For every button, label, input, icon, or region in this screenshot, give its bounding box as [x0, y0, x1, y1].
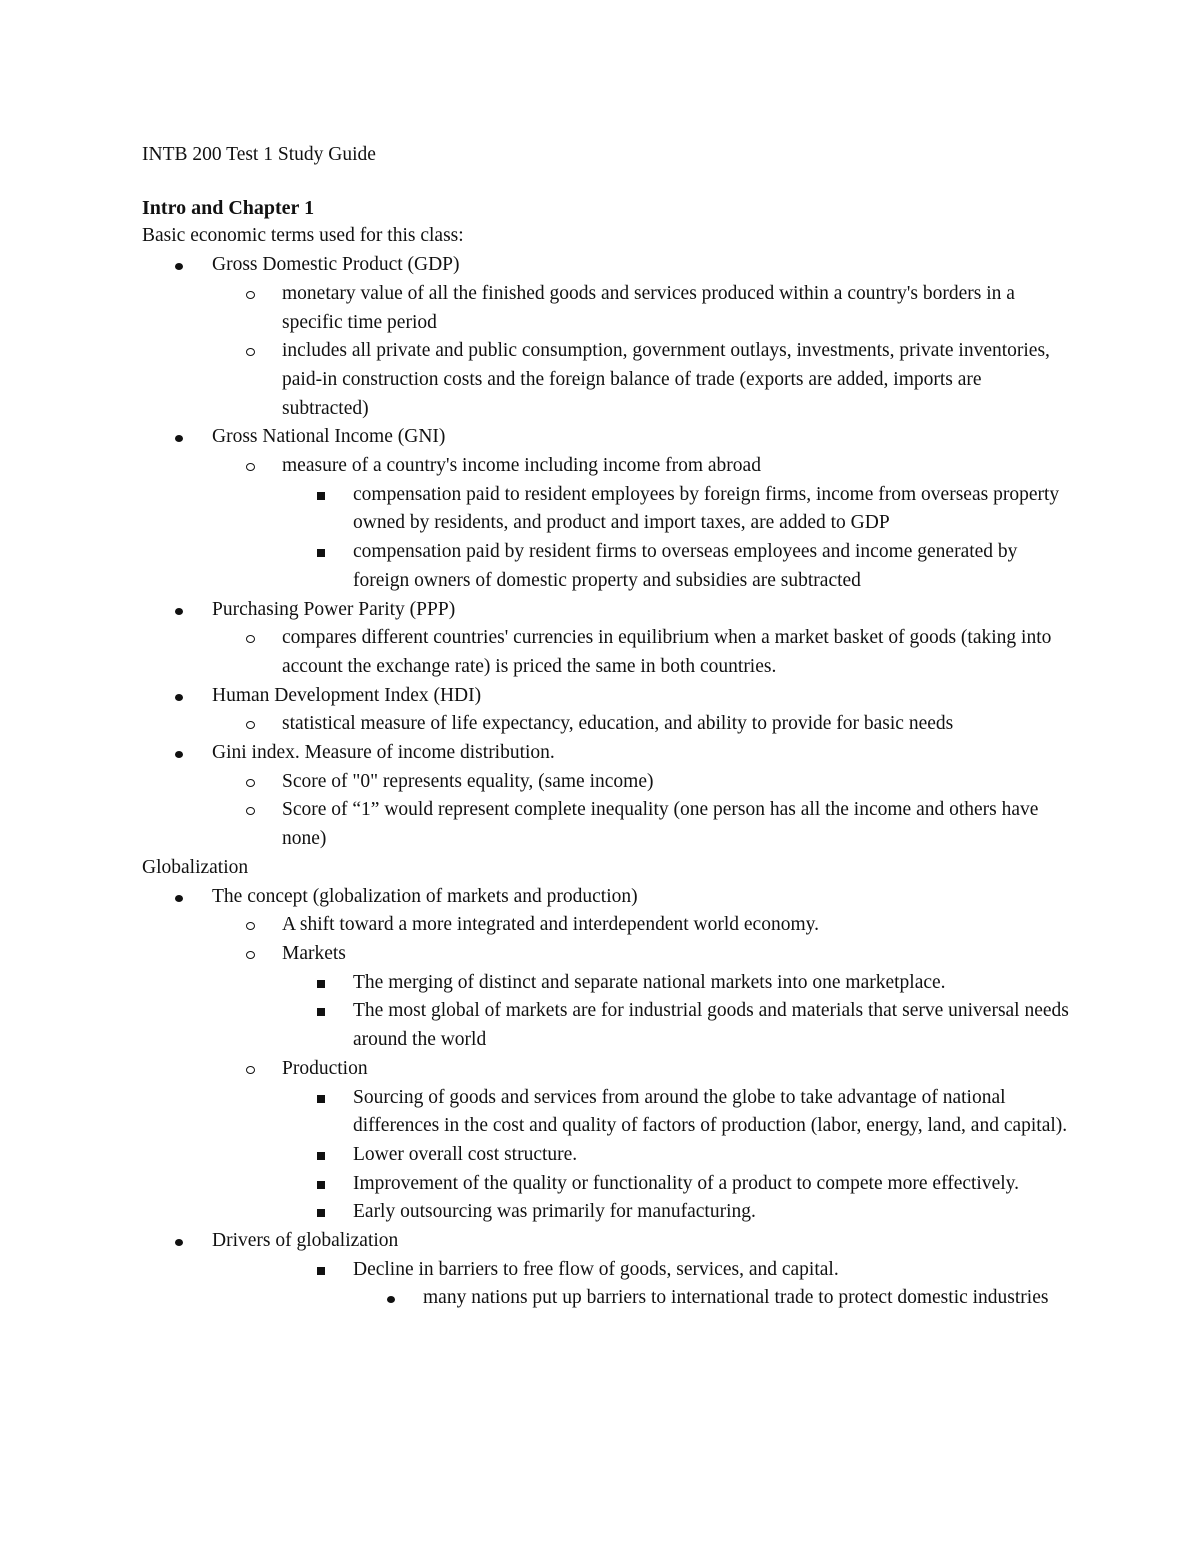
- document-title: INTB 200 Test 1 Study Guide: [142, 144, 376, 165]
- hollow-bullet-icon: [246, 1055, 255, 1084]
- hollow-bullet-icon: [246, 280, 255, 309]
- filled-bullet-icon: [175, 596, 183, 625]
- list-item: Sourcing of goods and services from around the globe to take advantage of national differences in the cost and quality of factors of production (labor, energy, land, and capital).: [142, 1084, 1072, 1141]
- list-item-gni: Gross National Income (GNI): [142, 423, 1072, 452]
- hollow-bullet-icon: [246, 710, 255, 739]
- filled-bullet-icon: [175, 739, 183, 768]
- square-bullet-icon: [317, 1170, 325, 1199]
- filled-bullet-icon: [175, 682, 183, 711]
- square-bullet-icon: [317, 1084, 325, 1113]
- list-item-concept: The concept (globalization of markets and production): [142, 883, 1072, 912]
- list-item-gdp: Gross Domestic Product (GDP): [142, 251, 1072, 280]
- hollow-bullet-icon: [246, 337, 255, 366]
- list-item: The merging of distinct and separate national markets into one marketplace.: [142, 969, 1072, 998]
- list-item: monetary value of all the finished goods and services produced within a country's borders in a specific time period: [142, 280, 1072, 337]
- globalization-heading: Globalization: [142, 856, 249, 878]
- list-item-drivers: Drivers of globalization: [142, 1227, 1072, 1256]
- list-item: statistical measure of life expectancy, education, and ability to provide for basic needs: [142, 710, 1072, 739]
- list-item: compares different countries' currencies in equilibrium when a market basket of goods (taking into account the exchange rate) is priced the same in both countries.: [142, 624, 1072, 681]
- list-item: compensation paid by resident firms to overseas employees and income generated by foreign owners of domestic property and subsidies are subtracted: [142, 538, 1072, 595]
- section-heading: Intro and Chapter 1: [142, 196, 315, 219]
- square-bullet-icon: [317, 1141, 325, 1170]
- filled-bullet-icon: [175, 883, 183, 912]
- document-page: [142, 141, 1072, 1313]
- list-item: A shift toward a more integrated and interdependent world economy.: [142, 911, 1072, 940]
- hollow-bullet-icon: [246, 796, 255, 825]
- list-item: Decline in barriers to free flow of goods, services, and capital.: [142, 1256, 1072, 1285]
- square-bullet-icon: [317, 1198, 325, 1227]
- intro-text: Basic economic terms used for this class:: [142, 225, 464, 247]
- square-bullet-icon: [317, 538, 325, 567]
- filled-bullet-icon: [175, 423, 183, 452]
- list-item: includes all private and public consumption, government outlays, investments, private inventories, paid-in construction costs and the foreign balance of trade (exports are added, imports are subtracted): [142, 337, 1072, 423]
- list-item: Lower overall cost structure.: [142, 1141, 1072, 1170]
- list-item: Early outsourcing was primarily for manufacturing.: [142, 1198, 1072, 1227]
- filled-bullet-icon: [175, 251, 183, 280]
- list-item-gini: Gini index. Measure of income distribution.: [142, 739, 1072, 768]
- list-item: Production: [142, 1055, 1072, 1084]
- square-bullet-icon: [317, 1256, 325, 1285]
- square-bullet-icon: [317, 481, 325, 510]
- hollow-bullet-icon: [246, 624, 255, 653]
- square-bullet-icon: [317, 969, 325, 998]
- list-item-ppp: Purchasing Power Parity (PPP): [142, 596, 1072, 625]
- list-item: measure of a country's income including income from abroad: [142, 452, 1072, 481]
- list-item: many nations put up barriers to international trade to protect domestic industries: [142, 1284, 1072, 1313]
- square-bullet-icon: [317, 997, 325, 1026]
- list-item: Markets: [142, 940, 1072, 969]
- list-item: Improvement of the quality or functionality of a product to compete more effectively.: [142, 1170, 1072, 1199]
- list-item: Score of “1” would represent complete inequality (one person has all the income and others have none): [142, 796, 1072, 853]
- list-item-hdi: Human Development Index (HDI): [142, 682, 1072, 711]
- hollow-bullet-icon: [246, 452, 255, 481]
- filled-bullet-icon: [387, 1284, 395, 1313]
- filled-bullet-icon: [175, 1227, 183, 1256]
- hollow-bullet-icon: [246, 768, 255, 797]
- hollow-bullet-icon: [246, 940, 255, 969]
- hollow-bullet-icon: [246, 911, 255, 940]
- list-item: The most global of markets are for industrial goods and materials that serve universal needs around the world: [142, 997, 1072, 1054]
- list-item: compensation paid to resident employees by foreign firms, income from overseas property owned by residents, and product and import taxes, are added to GDP: [142, 481, 1072, 538]
- list-item: Score of "0" represents equality, (same income): [142, 768, 1072, 797]
